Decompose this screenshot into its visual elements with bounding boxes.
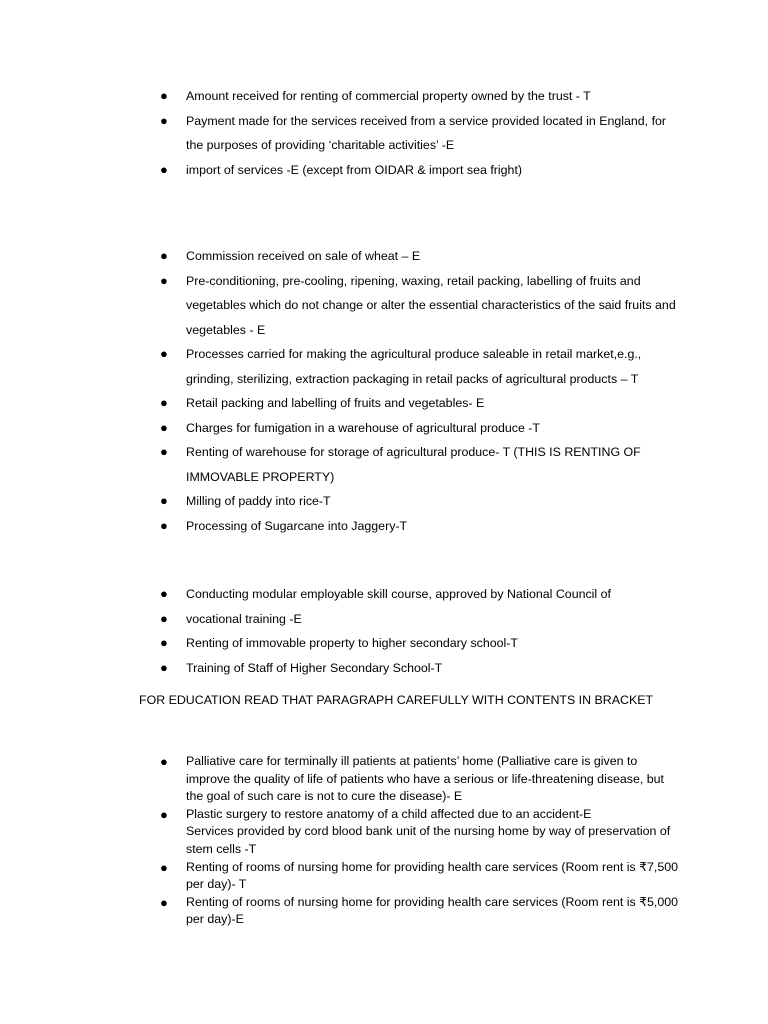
list-item	[160, 806, 680, 824]
bullet-icon: ●	[160, 395, 168, 410]
bullet-icon: ●	[160, 610, 168, 626]
list-item-text: Renting of immovable property to higher secondary school-T	[186, 636, 518, 650]
list-item	[160, 244, 680, 269]
bullet-list-trust-services	[160, 84, 680, 182]
list-item	[160, 269, 680, 343]
list-item-text: Plastic surgery to restore anatomy of a child affected due to an accident-E	[186, 806, 592, 821]
education-note: FOR EDUCATION READ THAT PARAGRAPH CAREFULLY WITH CONTENTS IN BRACKET	[139, 693, 654, 707]
bullet-icon: ●	[160, 444, 168, 459]
list-item	[160, 84, 680, 109]
bullet-icon: ●	[160, 161, 168, 177]
bullet-icon: ●	[160, 754, 168, 769]
bullet-list-health-care	[160, 753, 680, 929]
list-item-text: Pre-conditioning, pre-cooling, ripening, waxing, retail packing, labelling of fruits and vegetables which do not change or alter the essential characteristics of the said fruits and vegetables - E	[186, 273, 676, 337]
bullet-icon: ●	[160, 517, 168, 533]
list-item	[160, 342, 680, 391]
bullet-icon: ●	[160, 248, 168, 263]
bullet-icon: ●	[160, 493, 168, 508]
bullet-icon: ●	[160, 859, 168, 875]
list-item-text: vocational training -E	[186, 611, 302, 626]
bullet-icon: ●	[160, 419, 168, 435]
list-item	[160, 489, 680, 514]
bullet-icon: ●	[160, 88, 168, 103]
list-item-text: Processing of Sugarcane into Jaggery-T	[186, 518, 408, 533]
list-item	[160, 753, 680, 806]
list-item-text: Retail packing and labelling of fruits and vegetables- E	[186, 396, 485, 410]
list-item	[160, 894, 680, 929]
bullet-icon: ●	[160, 346, 168, 361]
list-item	[160, 582, 680, 607]
list-item-text: Palliative care for terminally ill patients at patients’ home (Palliative care is given to improve the quality of life of patients who have a serious or life-threatening disease, but the goal of such care is not to cure the disease)- E	[186, 754, 665, 804]
list-item-text: Amount received for renting of commercial property owned by the trust - T	[186, 89, 591, 103]
bullet-icon: ●	[160, 112, 168, 128]
list-item-text: Renting of rooms of nursing home for providing health care services (Room rent is ₹7,500 per day)- T	[186, 859, 679, 892]
list-item	[160, 109, 680, 158]
list-item-text: import of services -E (except from OIDAR & import sea fright)	[186, 162, 523, 177]
list-item-text: Processes carried for making the agricultural produce saleable in retail market,e.g., grinding, sterilizing, extraction packaging in retail packs of agricultural products – T	[186, 347, 642, 386]
bullet-icon: ●	[160, 635, 168, 650]
list-item	[160, 440, 680, 489]
list-item-text: Renting of warehouse for storage of agricultural produce- T (THIS IS RENTING OF IMMOVABLE PROPERTY)	[186, 445, 641, 484]
list-item-text: Services provided by cord blood bank unit of the nursing home by way of preservation of stem cells -T	[186, 824, 671, 856]
list-item-text: Training of Staff of Higher Secondary School-T	[186, 660, 443, 675]
list-item	[160, 656, 680, 681]
list-item	[160, 391, 680, 416]
list-item-text: Commission received on sale of wheat – E	[186, 249, 421, 263]
list-item	[160, 416, 680, 441]
list-item	[160, 514, 680, 539]
list-item	[160, 607, 680, 632]
bullet-icon: ●	[160, 659, 168, 675]
bullet-icon: ●	[160, 806, 168, 822]
list-item-text: Charges for fumigation in a warehouse of agricultural produce -T	[186, 420, 541, 435]
list-item-text: Renting of rooms of nursing home for providing health care services (Room rent is ₹5,000 per day)-E	[186, 894, 679, 927]
list-item-text: Conducting modular employable skill course, approved by National Council of	[186, 587, 611, 601]
bullet-icon: ●	[160, 894, 168, 910]
list-item	[160, 823, 680, 858]
list-item	[160, 631, 680, 656]
bullet-icon: ●	[160, 272, 168, 288]
bullet-icon: ●	[160, 586, 168, 601]
list-item-text: Milling of paddy into rice-T	[186, 494, 331, 508]
list-item	[160, 158, 680, 183]
list-item-text: Payment made for the services received from a service provided located in England, for the purposes of providing ‘charitable activities’ -E	[186, 113, 667, 152]
list-item	[160, 859, 680, 894]
bullet-list-education	[160, 582, 680, 680]
bullet-list-agriculture	[160, 244, 680, 538]
